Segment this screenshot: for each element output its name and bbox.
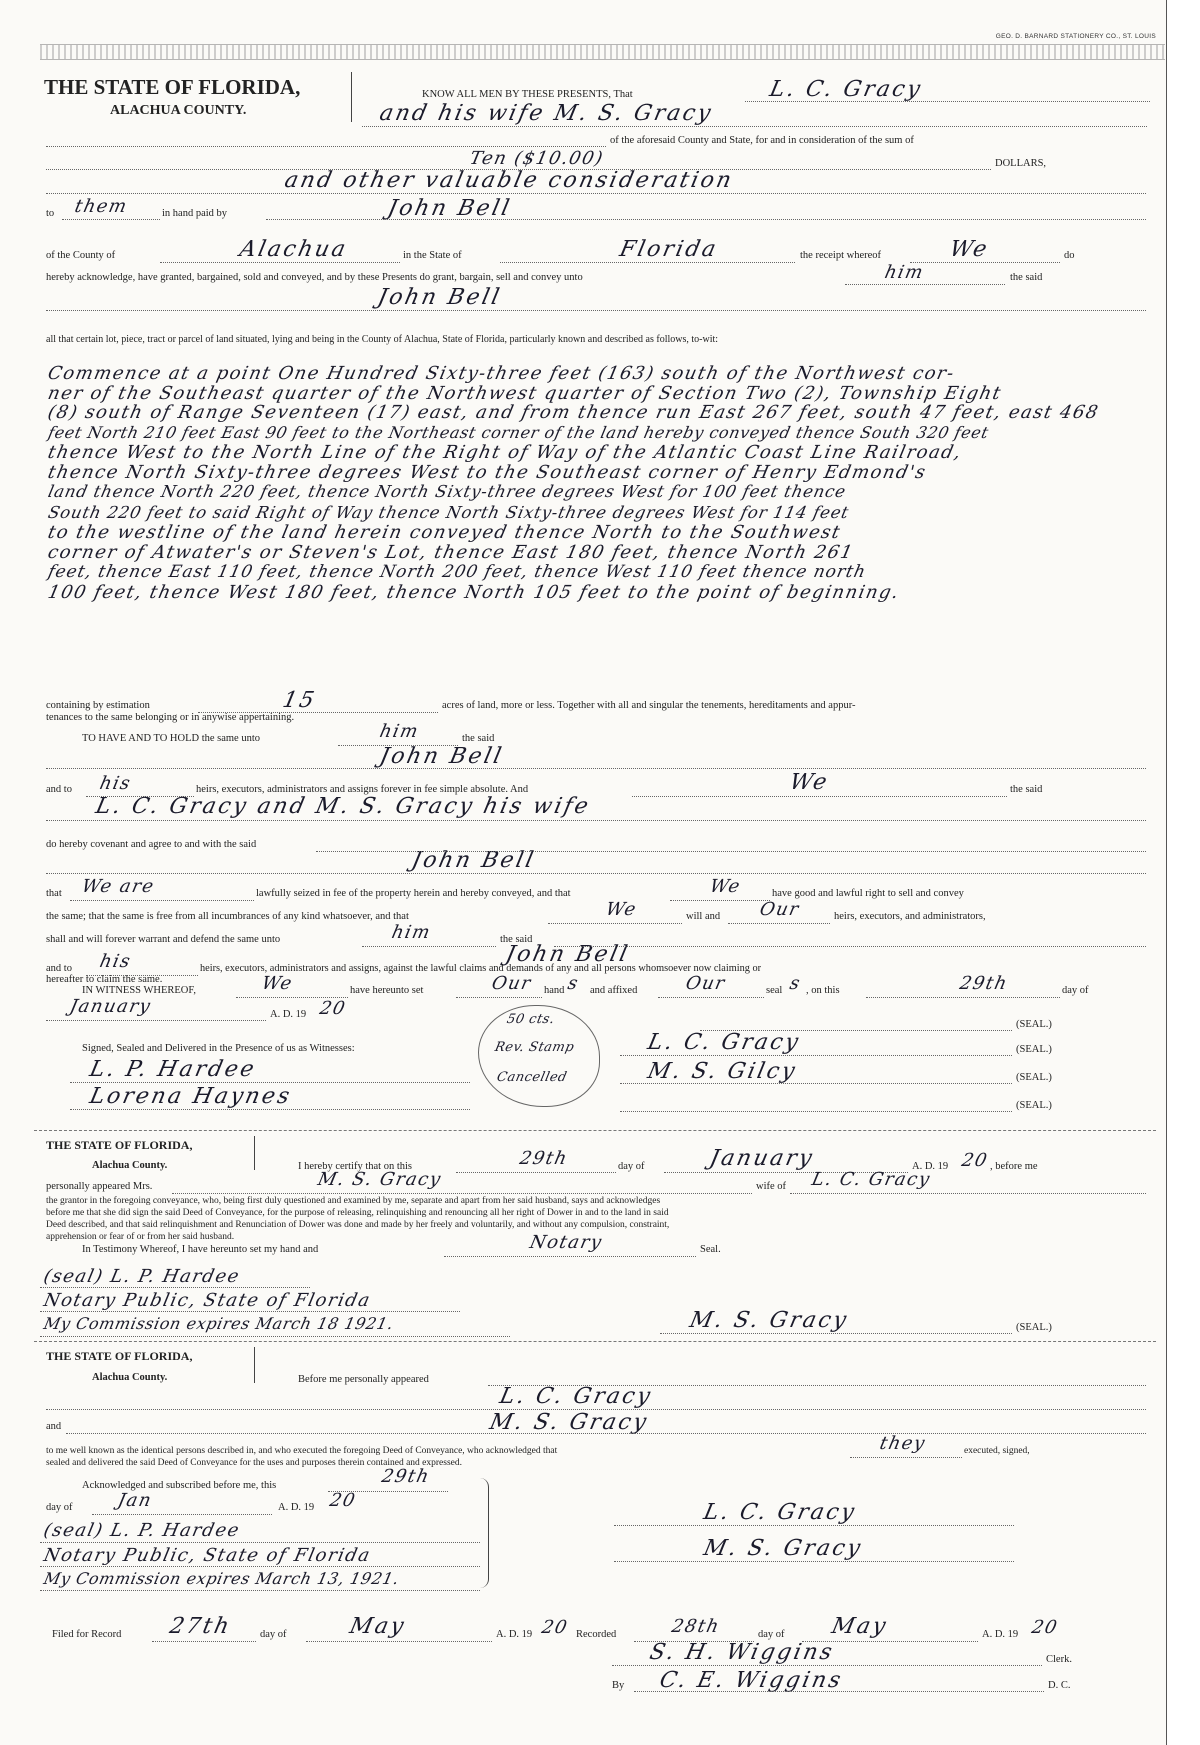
- cert2-month: Jan: [115, 1490, 155, 1511]
- seized-we: We: [707, 876, 743, 897]
- filed-day: 27th: [167, 1614, 234, 1639]
- description-line: (8) south of Range Seventeen (17) east, and from thence run East 267 feet, south 47 feet, east 468: [45, 402, 1102, 423]
- cert1-notary-line: My Commission expires March 18 1921.: [41, 1314, 396, 1333]
- cert2-bracket-right: [480, 1478, 489, 1588]
- witness-year: 20: [317, 998, 349, 1019]
- stamp-line: Rev. Stamp: [493, 1040, 576, 1055]
- description-line: land thence North 220 feet, thence North Sixty-three degrees West for 100 feet thence: [46, 482, 848, 501]
- section-separator: [34, 1130, 1156, 1131]
- cert1-certify: I hereby certify that on this: [298, 1161, 413, 1172]
- in-hand-label: in hand paid by: [162, 208, 228, 219]
- fee-simple-text: heirs, executors, administrators and assigns forever in fee simple absolute. And: [196, 784, 529, 795]
- cert1-seal: Seal.: [700, 1244, 721, 1255]
- filed-month: May: [347, 1614, 409, 1639]
- consideration-amount: Ten ($10.00): [467, 148, 606, 169]
- witness-day: 29th: [957, 973, 1010, 994]
- cert2-state: THE STATE OF FLORIDA,: [46, 1349, 193, 1363]
- filed-day-of: day of: [260, 1629, 287, 1640]
- cert2-signature-1: L. C. Gracy: [701, 1500, 859, 1525]
- seized-text: lawfully seized in fee of the property herein and hereby conveyed, and that: [256, 888, 571, 899]
- acres-text: acres of land, more or less. Together with all and singular the tenements, hereditaments and appur-: [442, 700, 856, 711]
- acres-value: 15: [280, 688, 319, 713]
- cert1-year: 20: [959, 1150, 991, 1171]
- cert1-mrs: M. S. Gracy: [315, 1169, 444, 1190]
- cert1-husband: L. C. Gracy: [809, 1169, 933, 1190]
- seal-label-3: (SEAL.): [1016, 1072, 1052, 1083]
- state-value: Florida: [617, 237, 721, 262]
- cert2-they: they: [877, 1433, 928, 1454]
- against-text-2: hereafter to claim the same.: [46, 974, 163, 985]
- dc-label: D. C.: [1048, 1680, 1071, 1691]
- description-line: thence West to the North Line of the Right of Way of the Atlantic Coast Line Railroad,: [45, 442, 964, 463]
- situated-text: all that certain lot, piece, tract or parcel of land situated, lying and being in the County of Alachua, State of Florida, particularly known and described as follows, to-wit:: [46, 334, 719, 345]
- recorded-day: 28th: [669, 1616, 722, 1637]
- deputy-clerk-signature: C. E. Wiggins: [657, 1668, 846, 1693]
- that-label: that: [46, 888, 62, 899]
- cert2-signature-2: M. S. Gracy: [701, 1536, 865, 1561]
- and-to-label: and to: [46, 784, 72, 795]
- legal-description: [45, 363, 1148, 604]
- header-bracket: [345, 72, 352, 122]
- grantor-name: L. C. Gracy: [767, 77, 925, 102]
- cert1-body-1: the grantor in the foregoing conveyance, who, being first duly questioned and examined by me, separate and apart from her said husband, says and acknowledges: [46, 1196, 661, 1206]
- witness-we: We: [259, 973, 295, 994]
- grantor-name-2: and his wife M. S. Gracy: [377, 101, 716, 126]
- free-we: We: [603, 899, 639, 920]
- seized-we-are: We are: [79, 876, 157, 897]
- stamp-line: 50 cts.: [505, 1012, 557, 1027]
- county-value: Alachua: [237, 237, 350, 262]
- witness-our-2: Our: [683, 973, 728, 994]
- cert2-body-2: sealed and delivered the said Deed of Conveyance for the uses and purposes therein contained and expressed.: [46, 1458, 463, 1468]
- seal-label-4: (SEAL.): [1016, 1100, 1052, 1111]
- cert2-notary-line: (seal) L. P. Hardee: [41, 1520, 243, 1541]
- sheet-edge: [1166, 0, 1200, 1745]
- cert1-notary-line: (seal) L. P. Hardee: [41, 1266, 243, 1287]
- acknowledge-unto: him: [882, 262, 927, 283]
- seal-label: seal: [766, 985, 783, 996]
- cert1-day-of: day of: [618, 1161, 645, 1172]
- cert1-seal-label: (SEAL.): [1016, 1322, 1052, 1333]
- cert1-body-3: Deed described, and that said relinquishment and Renunciation of Dower was done and made by her freely and voluntarily, and without any compulsion, constraint,: [46, 1220, 670, 1230]
- cert2-year: 20: [327, 1490, 359, 1511]
- seal-label-2: (SEAL.): [1016, 1044, 1052, 1055]
- free-our: Our: [757, 899, 802, 920]
- cert1-bracket: [250, 1136, 255, 1170]
- of-county-label: of the County of: [46, 250, 116, 261]
- filed-ad: A. D. 19: [496, 1629, 533, 1640]
- witness-signature-2: Lorena Haynes: [87, 1084, 295, 1109]
- seal-s: s: [787, 973, 803, 994]
- do-label: do: [1064, 250, 1075, 261]
- recorded-day-of: day of: [758, 1629, 785, 1640]
- stationer-imprint: GEO. D. BARNARD STATIONERY CO., ST. LOUIS: [995, 33, 1156, 40]
- habendum-unto: him: [377, 721, 422, 742]
- cert1-body-4: apprehension or fear of or from her said husband.: [46, 1232, 235, 1242]
- cert1-body-2: before me that she did sign the said Deed of Conveyance, for the purpose of releasing, relinquishing and renouncing all her right of Dower in and to the land in said: [46, 1208, 669, 1218]
- cert2-notary-line: My Commission expires March 13, 1921.: [41, 1569, 402, 1588]
- cert2-day-of: day of: [46, 1502, 73, 1513]
- day-of-label: day of: [1062, 985, 1089, 996]
- clerk-label: Clerk.: [1046, 1654, 1072, 1665]
- cert2-name-1: L. C. Gracy: [497, 1384, 655, 1409]
- recorded-label: Recorded: [576, 1629, 617, 1640]
- grantee-name: John Bell: [375, 285, 504, 310]
- dollars-label: DOLLARS,: [995, 158, 1047, 169]
- hand-label: hand: [544, 985, 565, 996]
- cert1-county: Alachua County.: [92, 1160, 168, 1171]
- seized-rest: have good and lawful right to sell and convey: [772, 888, 964, 899]
- containing-label: containing by estimation: [46, 700, 150, 711]
- witness-signature-1: L. P. Hardee: [87, 1057, 259, 1082]
- heirs-said: the said: [1010, 784, 1043, 795]
- top-rule: [40, 44, 1165, 60]
- recorded-ad: A. D. 19: [982, 1629, 1019, 1640]
- witness-label: IN WITNESS WHEREOF,: [82, 985, 196, 996]
- warrant-unto: him: [389, 922, 434, 943]
- free-text: the same; that the same is free from all incumbrances of any kind whatsoever, and that: [46, 911, 409, 922]
- header-state: THE STATE OF FLORIDA,: [44, 75, 301, 99]
- habendum-said: the said: [462, 733, 495, 744]
- affixed-label: and affixed: [590, 985, 638, 996]
- to-label: to: [46, 208, 55, 219]
- description-line: thence North Sixty-three degrees West to the Southeast corner of Henry Edmond's: [45, 461, 929, 483]
- hand-s: s: [565, 973, 581, 994]
- cert1-wife-of: wife of: [756, 1181, 787, 1192]
- cert2-notary-line: Notary Public, State of Florida: [41, 1545, 373, 1566]
- signature-lc-gracy: L. C. Gracy: [645, 1030, 803, 1055]
- cert1-appeared: personally appeared Mrs.: [46, 1181, 153, 1192]
- paid-to-value: them: [72, 196, 130, 217]
- acknowledge-text: hereby acknowledge, have granted, bargained, sold and conveyed, and by these Presents do grant, bargain, sell and convey unto: [46, 272, 583, 283]
- cert1-signature: M. S. Gracy: [687, 1308, 851, 1333]
- against-and-to: and to: [46, 963, 72, 974]
- on-label: , on this: [806, 985, 840, 996]
- description-line: 100 feet, thence West 180 feet, thence North 105 feet to the point of beginning.: [45, 581, 902, 603]
- cert2-ack: Acknowledged and subscribed before me, this: [82, 1480, 277, 1491]
- covenant-name: John Bell: [409, 848, 538, 873]
- cert1-state: THE STATE OF FLORIDA,: [46, 1138, 193, 1152]
- description-line: feet North 210 feet East 90 feet to the Northeast corner of the land hereby conveyed thence South 320 feet: [46, 422, 991, 442]
- recorded-month: May: [829, 1614, 891, 1639]
- grantors-names: L. C. Gracy and M. S. Gracy his wife: [93, 794, 593, 819]
- cert1-testimony: In Testimony Whereof, I have hereunto set my hand and: [82, 1244, 319, 1255]
- cert1-ad: A. D. 19: [912, 1161, 949, 1172]
- cert2-executed: executed, signed,: [964, 1446, 1030, 1456]
- receipt-we: We: [947, 237, 992, 262]
- filed-year: 20: [539, 1617, 571, 1638]
- cert2-bracket: [250, 1347, 255, 1383]
- other-consideration: and other valuable consideration: [282, 168, 736, 193]
- description-line: feet, thence East 110 feet, thence North 200 feet, thence West 110 feet thence north: [46, 562, 868, 582]
- cert1-month: January: [707, 1146, 817, 1171]
- the-said-label: the said: [1010, 272, 1043, 283]
- heirs-his: his: [97, 773, 134, 794]
- description-line: corner of Atwater's or Steven's Lot, thence East 180 feet, thence North 261: [45, 541, 856, 563]
- habendum-text: TO HAVE AND TO HOLD the same unto: [82, 733, 261, 744]
- warrant-text: shall and will forever warrant and defend the same unto: [46, 934, 281, 945]
- by-label: By: [612, 1680, 625, 1691]
- witness-month: January: [67, 996, 154, 1017]
- warrant-said: the said: [500, 934, 533, 945]
- in-state-label: in the State of: [403, 250, 462, 261]
- clerk-signature: S. H. Wiggins: [647, 1640, 837, 1665]
- know-all-text: KNOW ALL MEN BY THESE PRESENTS, That: [422, 89, 633, 100]
- signed-sealed-text: Signed, Sealed and Delivered in the Presence of us as Witnesses:: [82, 1043, 355, 1054]
- description-line: South 220 feet to said Right of Way thence North Sixty-three degrees West for 114 feet: [46, 502, 851, 522]
- payer-name: John Bell: [385, 196, 514, 221]
- cert2-county: Alachua County.: [92, 1372, 168, 1383]
- will-label: will and: [686, 911, 721, 922]
- habendum-name: John Bell: [377, 744, 506, 769]
- warrant-name: John Bell: [503, 942, 632, 967]
- signature-ms-gracy: M. S. Gilcy: [645, 1059, 800, 1084]
- seal-label-1: (SEAL.): [1016, 1019, 1052, 1030]
- cert2-body-1: to me well known as the identical persons described in, and who executed the foregoing Deed of Conveyance, who acknowledged that: [46, 1446, 558, 1456]
- receipt-label: the receipt whereof: [800, 250, 882, 261]
- against-his: his: [97, 951, 134, 972]
- cert2-day: 29th: [379, 1466, 432, 1487]
- cert2-and: and: [46, 1421, 62, 1432]
- filed-label: Filed for Record: [52, 1629, 122, 1640]
- heirs-we: We: [787, 770, 832, 795]
- cert1-notary: Notary: [527, 1232, 605, 1253]
- ad-label: A. D. 19: [270, 1009, 307, 1020]
- cert1-notary-line: Notary Public, State of Florida: [41, 1290, 373, 1311]
- revenue-stamp-cancellation: [478, 1005, 600, 1107]
- set-label: have hereunto set: [350, 985, 424, 996]
- description-line: to the westline of the land herein conveyed thence North to the Southwest: [45, 522, 844, 543]
- recorded-year: 20: [1029, 1617, 1061, 1638]
- section-separator: [34, 1341, 1156, 1342]
- free-rest: heirs, executors, and administrators,: [834, 911, 986, 922]
- cert2-before: Before me personally appeared: [298, 1374, 429, 1385]
- cert2-name-2: M. S. Gracy: [487, 1410, 651, 1435]
- cert1-day: 29th: [517, 1148, 570, 1169]
- header-county: ALACHUA COUNTY.: [110, 103, 247, 118]
- cert2-ad: A. D. 19: [278, 1502, 315, 1513]
- stamp-line: Cancelled: [495, 1070, 569, 1085]
- aforesaid-text: of the aforesaid County and State, for and in consideration of the sum of: [610, 135, 914, 146]
- cert1-before-me: , before me: [990, 1161, 1038, 1172]
- description-line: ner of the Southeast quarter of the Northwest quarter of Section Two (2), Township Eight: [45, 382, 1004, 404]
- against-text: heirs, executors, administrators and assigns, against the lawful claims and demands of any and all persons whomsoever now claiming or: [200, 963, 762, 974]
- appertaining-text: tenances to the same belonging or in anywise appertaining.: [46, 712, 295, 723]
- witness-our: Our: [489, 973, 534, 994]
- covenant-text: do hereby covenant and agree to and with the said: [46, 839, 257, 850]
- description-line: Commence at a point One Hundred Sixty-three feet (163) south of the Northwest cor-: [45, 363, 958, 384]
